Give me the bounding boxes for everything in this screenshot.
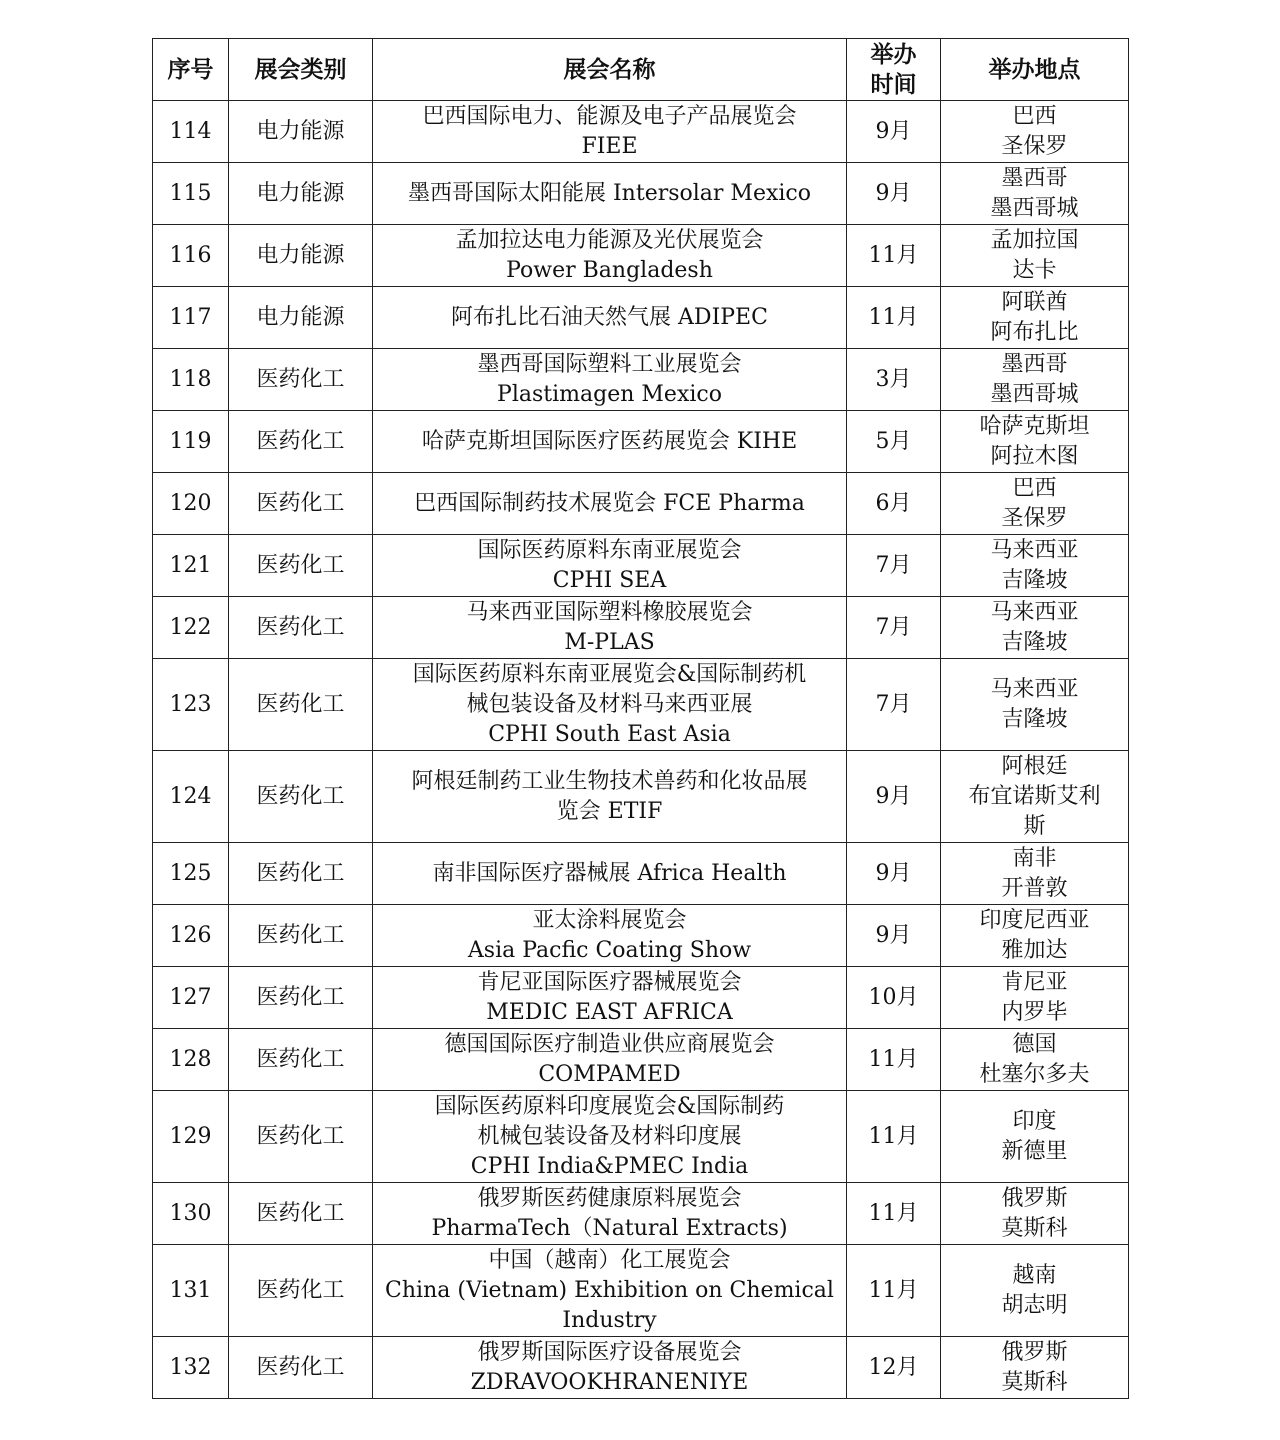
cell-place-line: 开普敦 <box>1001 875 1068 901</box>
cell-place-line: 巴西 <box>1012 103 1057 129</box>
cell-name <box>373 659 847 751</box>
cell-category: 医药化工 <box>229 905 373 967</box>
table-header-row <box>153 39 1129 101</box>
cell-no: 128 <box>153 1029 229 1091</box>
cell-time: 7月 <box>847 597 941 659</box>
cell-time: 11月 <box>847 1183 941 1245</box>
cell-place-line: 阿根廷 <box>1001 753 1068 779</box>
cell-place <box>941 349 1129 411</box>
cell-time: 11月 <box>847 225 941 287</box>
cell-place <box>941 751 1129 843</box>
cell-place-line: 内罗毕 <box>1001 999 1068 1025</box>
cell-category: 电力能源 <box>229 225 373 287</box>
table-row <box>153 597 1129 659</box>
cell-place-line: 新德里 <box>1001 1138 1068 1164</box>
cell-name-line: 肯尼亚国际医疗器械展览会 <box>477 969 742 995</box>
cell-place-line: 印度 <box>1012 1108 1057 1134</box>
cell-place-line: 墨西哥 <box>1001 165 1068 191</box>
cell-no: 126 <box>153 905 229 967</box>
cell-place-line: 吉隆坡 <box>1001 629 1068 655</box>
cell-no: 124 <box>153 751 229 843</box>
table-row <box>153 225 1129 287</box>
cell-place <box>941 1337 1129 1399</box>
cell-time: 7月 <box>847 535 941 597</box>
table-row <box>153 287 1129 349</box>
cell-name-line: COMPAMED <box>538 1061 681 1087</box>
cell-category: 医药化工 <box>229 1091 373 1183</box>
cell-category: 医药化工 <box>229 349 373 411</box>
cell-place <box>941 1183 1129 1245</box>
cell-time: 12月 <box>847 1337 941 1399</box>
cell-name <box>373 225 847 287</box>
cell-name-line: 哈萨克斯坦国际医疗医药展览会 KIHE <box>421 428 798 454</box>
cell-name-line: China (Vietnam) Exhibition on Chemical <box>385 1277 834 1303</box>
header-place: 举办地点 <box>941 39 1129 101</box>
table-row <box>153 1091 1129 1183</box>
exhibition-table-container <box>152 38 1128 1399</box>
cell-name-line: 南非国际医疗器械展 Africa Health <box>432 860 787 886</box>
cell-place-line: 德国 <box>1012 1031 1057 1057</box>
cell-place <box>941 225 1129 287</box>
cell-place <box>941 1029 1129 1091</box>
cell-place <box>941 1245 1129 1337</box>
cell-name-line: CPHI South East Asia <box>488 721 731 747</box>
cell-place-line: 巴西 <box>1012 475 1057 501</box>
cell-place <box>941 163 1129 225</box>
cell-place <box>941 1091 1129 1183</box>
cell-time: 11月 <box>847 287 941 349</box>
cell-category: 电力能源 <box>229 101 373 163</box>
cell-category: 医药化工 <box>229 843 373 905</box>
cell-category: 医药化工 <box>229 659 373 751</box>
cell-time: 6月 <box>847 473 941 535</box>
cell-name <box>373 597 847 659</box>
cell-no: 130 <box>153 1183 229 1245</box>
cell-place-line: 南非 <box>1012 845 1057 871</box>
cell-no: 127 <box>153 967 229 1029</box>
table-row <box>153 1245 1129 1337</box>
cell-place-line: 肯尼亚 <box>1001 969 1068 995</box>
cell-no: 120 <box>153 473 229 535</box>
cell-no: 117 <box>153 287 229 349</box>
header-time-line1: 举办 <box>870 40 917 68</box>
cell-name-line: 阿布扎比石油天然气展 ADIPEC <box>451 304 768 330</box>
cell-name-line: 孟加拉达电力能源及光伏展览会 <box>455 227 764 253</box>
cell-place-line: 斯 <box>1023 813 1046 839</box>
cell-place <box>941 101 1129 163</box>
cell-name <box>373 473 847 535</box>
cell-name-line: M-PLAS <box>564 629 655 655</box>
cell-place <box>941 659 1129 751</box>
cell-name-line: 德国国际医疗制造业供应商展览会 <box>444 1031 775 1057</box>
cell-category: 医药化工 <box>229 411 373 473</box>
cell-place-line: 达卡 <box>1012 257 1057 283</box>
cell-no: 116 <box>153 225 229 287</box>
cell-category: 电力能源 <box>229 287 373 349</box>
cell-name-line: 机械包装设备及材料印度展 <box>477 1123 742 1149</box>
cell-place <box>941 287 1129 349</box>
cell-name <box>373 967 847 1029</box>
table-row <box>153 1337 1129 1399</box>
table-row <box>153 843 1129 905</box>
table-row <box>153 101 1129 163</box>
cell-name-line: 国际医药原料东南亚展览会 <box>477 537 742 563</box>
cell-time: 9月 <box>847 843 941 905</box>
cell-no: 129 <box>153 1091 229 1183</box>
cell-place-line: 印度尼西亚 <box>979 907 1090 933</box>
cell-no: 132 <box>153 1337 229 1399</box>
header-category: 展会类别 <box>229 39 373 101</box>
cell-name <box>373 1337 847 1399</box>
cell-place-line: 圣保罗 <box>1001 133 1068 159</box>
cell-place <box>941 597 1129 659</box>
cell-time: 9月 <box>847 905 941 967</box>
table-row <box>153 535 1129 597</box>
cell-category: 医药化工 <box>229 1245 373 1337</box>
cell-place-line: 越南 <box>1012 1262 1057 1288</box>
cell-name-line: 览会 ETIF <box>556 798 663 824</box>
table-row <box>153 473 1129 535</box>
table-row <box>153 349 1129 411</box>
cell-no: 123 <box>153 659 229 751</box>
cell-place-line: 孟加拉国 <box>990 227 1079 253</box>
cell-place <box>941 411 1129 473</box>
cell-name-line: 巴西国际制药技术展览会 FCE Pharma <box>414 490 805 516</box>
cell-category: 医药化工 <box>229 535 373 597</box>
cell-no: 118 <box>153 349 229 411</box>
table-row <box>153 905 1129 967</box>
table-row <box>153 411 1129 473</box>
header-time-line2: 时间 <box>870 70 917 98</box>
cell-place-line: 布宜诺斯艾利 <box>968 783 1101 809</box>
cell-name-line: 巴西国际电力、能源及电子产品展览会 <box>422 103 797 129</box>
cell-name <box>373 411 847 473</box>
cell-category: 医药化工 <box>229 473 373 535</box>
cell-place-line: 莫斯科 <box>1001 1369 1068 1395</box>
cell-place-line: 胡志明 <box>1001 1292 1068 1318</box>
cell-place-line: 墨西哥城 <box>990 381 1079 407</box>
cell-time: 9月 <box>847 101 941 163</box>
cell-place-line: 墨西哥城 <box>990 195 1079 221</box>
cell-place <box>941 905 1129 967</box>
cell-no: 115 <box>153 163 229 225</box>
cell-name <box>373 101 847 163</box>
cell-name-line: 俄罗斯国际医疗设备展览会 <box>477 1339 742 1365</box>
cell-name-line: CPHI SEA <box>552 567 667 593</box>
cell-place-line: 哈萨克斯坦 <box>979 413 1090 439</box>
cell-place-line: 莫斯科 <box>1001 1215 1068 1241</box>
cell-place-line: 马来西亚 <box>990 676 1079 702</box>
cell-no: 122 <box>153 597 229 659</box>
cell-place-line: 吉隆坡 <box>1001 567 1068 593</box>
cell-name-line: CPHI India&PMEC India <box>470 1153 749 1179</box>
cell-name-line: 国际医药原料东南亚展览会&国际制药机 <box>412 661 807 687</box>
cell-category: 医药化工 <box>229 751 373 843</box>
cell-time: 10月 <box>847 967 941 1029</box>
cell-name-line: Industry <box>562 1307 657 1333</box>
cell-name-line: 俄罗斯医药健康原料展览会 <box>477 1185 742 1211</box>
cell-time: 9月 <box>847 163 941 225</box>
header-name: 展会名称 <box>373 39 847 101</box>
cell-no: 114 <box>153 101 229 163</box>
header-no: 序号 <box>153 39 229 101</box>
cell-name <box>373 535 847 597</box>
cell-name <box>373 1029 847 1091</box>
cell-place-line: 阿拉木图 <box>990 443 1079 469</box>
cell-time: 11月 <box>847 1091 941 1183</box>
cell-time: 11月 <box>847 1245 941 1337</box>
cell-name-line: 械包装设备及材料马来西亚展 <box>466 691 753 717</box>
cell-no: 131 <box>153 1245 229 1337</box>
cell-name-line: Power Bangladesh <box>506 257 713 283</box>
cell-name <box>373 843 847 905</box>
table-row <box>153 659 1129 751</box>
cell-name-line: 亚太涂料展览会 <box>532 907 687 933</box>
cell-name <box>373 349 847 411</box>
cell-place <box>941 473 1129 535</box>
cell-name <box>373 163 847 225</box>
cell-place-line: 雅加达 <box>1001 937 1068 963</box>
cell-place-line: 墨西哥 <box>1001 351 1068 377</box>
cell-name <box>373 1245 847 1337</box>
cell-category: 电力能源 <box>229 163 373 225</box>
cell-place <box>941 967 1129 1029</box>
cell-name-line: 阿根廷制药工业生物技术兽药和化妆品展 <box>411 768 808 794</box>
cell-name-line: Asia Pacfic Coating Show <box>467 937 752 963</box>
table-row <box>153 163 1129 225</box>
cell-name-line: MEDIC EAST AFRICA <box>486 999 733 1025</box>
cell-time: 11月 <box>847 1029 941 1091</box>
cell-name <box>373 287 847 349</box>
cell-category: 医药化工 <box>229 967 373 1029</box>
exhibition-table <box>152 38 1129 1399</box>
cell-time: 7月 <box>847 659 941 751</box>
cell-name <box>373 905 847 967</box>
cell-name-line: 马来西亚国际塑料橡胶展览会 <box>466 599 753 625</box>
cell-no: 125 <box>153 843 229 905</box>
table-row <box>153 1183 1129 1245</box>
cell-place <box>941 843 1129 905</box>
cell-name-line: FIEE <box>581 133 638 159</box>
cell-name-line: 中国（越南）化工展览会 <box>488 1247 731 1273</box>
cell-place-line: 俄罗斯 <box>1001 1185 1068 1211</box>
cell-time: 9月 <box>847 751 941 843</box>
cell-category: 医药化工 <box>229 597 373 659</box>
cell-place-line: 阿联酋 <box>1001 289 1068 315</box>
cell-no: 119 <box>153 411 229 473</box>
table-row <box>153 1029 1129 1091</box>
cell-place-line: 阿布扎比 <box>990 319 1079 345</box>
table-body <box>153 101 1129 1399</box>
cell-name <box>373 1091 847 1183</box>
header-time <box>847 39 941 101</box>
cell-place-line: 俄罗斯 <box>1001 1339 1068 1365</box>
cell-name-line: PharmaTech（Natural Extracts) <box>431 1215 788 1241</box>
cell-place-line: 马来西亚 <box>990 537 1079 563</box>
cell-time: 5月 <box>847 411 941 473</box>
cell-name-line: 国际医药原料印度展览会&国际制药 <box>434 1093 785 1119</box>
cell-category: 医药化工 <box>229 1029 373 1091</box>
cell-place-line: 吉隆坡 <box>1001 706 1068 732</box>
cell-place-line: 杜塞尔多夫 <box>979 1061 1090 1087</box>
cell-time: 3月 <box>847 349 941 411</box>
cell-place-line: 马来西亚 <box>990 599 1079 625</box>
cell-name <box>373 1183 847 1245</box>
cell-name <box>373 751 847 843</box>
cell-category: 医药化工 <box>229 1337 373 1399</box>
cell-name-line: 墨西哥国际塑料工业展览会 <box>477 351 742 377</box>
table-row <box>153 967 1129 1029</box>
cell-place <box>941 535 1129 597</box>
cell-name-line: 墨西哥国际太阳能展 Intersolar Mexico <box>408 180 811 206</box>
cell-category: 医药化工 <box>229 1183 373 1245</box>
cell-no: 121 <box>153 535 229 597</box>
table-row <box>153 751 1129 843</box>
cell-place-line: 圣保罗 <box>1001 505 1068 531</box>
cell-name-line: Plastimagen Mexico <box>497 381 722 407</box>
cell-name-line: ZDRAVOOKHRANENIYE <box>470 1369 749 1395</box>
